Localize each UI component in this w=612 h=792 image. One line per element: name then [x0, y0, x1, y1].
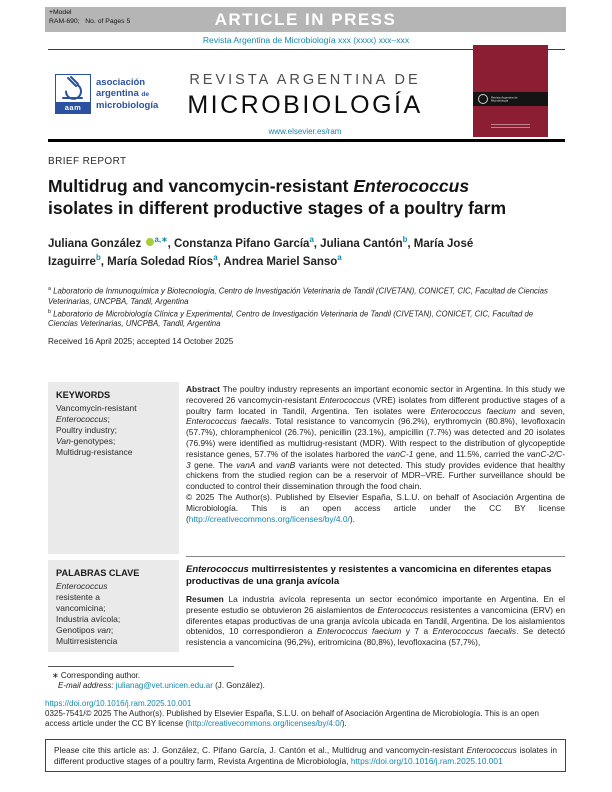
keywords-title-es: PALABRAS CLAVE — [56, 568, 140, 578]
article-in-press-banner — [45, 7, 566, 32]
keywords-box-es — [48, 560, 179, 652]
doi-link[interactable]: https://doi.org/10.1016/j.ram.2025.10.001 — [45, 699, 192, 708]
cover-band-text: Revista Argentina de Microbiología — [491, 95, 518, 102]
authors-line — [48, 233, 516, 270]
keyword-item: Enterococcus — [56, 581, 108, 591]
keyword-item: resistente a — [56, 592, 100, 602]
keyword-item: vancomicina; — [56, 603, 106, 613]
abstract-divider — [186, 556, 565, 557]
affiliations — [48, 284, 565, 329]
keyword-item: Genotipos van; — [56, 625, 114, 635]
received-dates: Received 16 April 2025; accepted 14 October 2025 — [48, 337, 234, 346]
keywords-box-en — [48, 382, 179, 554]
journal-name-top: REVISTA ARGENTINA DE — [189, 72, 421, 88]
article-title: Multidrug and vancomycin-resistant Enterococcus isolates in different productive stages of a poultry farm — [48, 176, 507, 218]
microscope-icon — [57, 75, 88, 101]
journal-name-main: MICROBIOLOGÍA — [187, 91, 423, 119]
logo-text-line1: asociación — [96, 77, 146, 88]
journal-masthead — [150, 72, 460, 120]
section-label: BRIEF REPORT — [48, 156, 127, 167]
cover-title-band — [473, 92, 548, 106]
spanish-title: Enterococcus multirresistentes y resistentes a vancomicina en diferentes etapas productivas de una granja avícola — [186, 564, 552, 587]
keyword-item: Poultry industry; — [56, 425, 117, 435]
aam-logo-text — [96, 74, 158, 111]
cover-footer-lines — [491, 121, 530, 128]
footnote-rule — [48, 666, 234, 667]
keyword-item: Enterococcus; — [56, 414, 110, 424]
corresponding-author-note: ∗ Corresponding author. — [52, 671, 141, 680]
masthead-rule — [48, 139, 565, 142]
email-line[interactable]: E-mail address: julianag@vet.unicen.edu.ar (J. González). — [58, 681, 265, 690]
logo-text-line3: microbiología — [96, 100, 159, 111]
running-head-link[interactable]: Revista Argentina de Microbiología xxx (xxxx) xxx–xxx — [202, 35, 410, 45]
keyword-item: Multirresistencia — [56, 636, 118, 646]
pages-label: RAM-690; No. of Pages 5 — [49, 17, 131, 25]
authors-rest: $^{a,∗}$, Constanza Pifano García$^a$, Juliana Cantón$^b$, María José Izaguirre$^b$, María Soledad Ríos$^a$, Andrea Mariel Sanso$^a$ — [48, 235, 474, 269]
keyword-item: Multidrug-resistance — [56, 447, 133, 457]
citation-box[interactable]: Please cite this article as: J. González, C. Pifano García, J. Cantón et al., Multidrug and vancomycin-resistant Enterococcus isolates in different productive stages of a poultry farm, Revista Argentina de Microbiología, https://doi.org/10.1016/j.ram.2025.10.001 — [45, 739, 566, 772]
cover-logo-icon — [478, 94, 488, 104]
aam-abbr: aam — [56, 102, 90, 113]
issn-copyright[interactable]: 0325-7541/© 2025 The Author(s). Published by Elsevier España, S.L.U. on behalf of Asociación Argentina de Microbiología. This is an open access article under the CC BY license (http://creativecommons.org/licenses/by/4.0/). — [45, 709, 539, 728]
abstract-en-body: Abstract The poultry industry represents an important economic sector in Argentina. In this study we recovered 26 vancomycin-resistant Enterococcus (VRE) isolates from different productive stages of a poultry farm located in Tandil, Argentina. Ten isolates were Enterococcus faecium and seven, Enterococcus faecalis. Total resistance to vancomycin (96.2%), erythromycin (80.8%), levofloxacin (57.7%), chloramphenicol (26.7%), penicillin (23.1%), ampicillin (7.7%) was detected and 20 isolates (76.9%) were identified as multidrug-resistant (MDR). With respect to the distribution of glycopeptide resistance genes, 57.7% of the isolates harbored the vanC-1 gene, and 11.5%, carried the vanC-2/C-3 gene. The vanA and vanB variants were not detected. This study provides evidence that healthy chickens from the studied region can be a reservoir of MDR–VRE. Further surveillance should be conducted to control their dissemination through the food chain. — [186, 384, 566, 492]
abstract-es: Resumen La industria avícola representa un sector económico importante en Argentina. En el presente estudio se obtuvieron 26 aislamientos de Enterococcus resistentes a vancomicina (ERV) en diferentes etapas productivas de una granja avícola ubicada en Tandil, Argentina. De los aislamientos obtenidos, 10 correspondieron a Enterococcus faecium y 7 a Enterococcus faecalis. Se detectó resistencia a vancomicina (96,2%), eritromicina (80,8%), levofloxacina (57,7%), — [186, 594, 565, 648]
journal-website-link[interactable]: www.elsevier.es/ram — [268, 127, 342, 136]
orcid-icon[interactable] — [146, 238, 154, 246]
keyword-item: Industria avícola; — [56, 614, 121, 624]
author-name: Juliana González — [48, 237, 145, 250]
affiliation-b: $^b$ Laboratorio de Microbiología Clínica y Experimental, Centro de Investigación Veterinaria de Tandil (CIVETAN), CONICET, CIC, Facultad de Ciencias Veterinarias, UNCPBA, Tandil, Argentina — [48, 308, 534, 329]
abstract-en — [186, 384, 565, 524]
logo-text-line2: argentina de — [96, 88, 149, 99]
model-label: +Model — [49, 9, 72, 16]
journal-cover-thumbnail — [473, 45, 548, 137]
copyright-notice[interactable]: © 2025 The Author(s). Published by Elsevier España, S.L.U. on behalf of Asociación Argentina de Microbiología. This is an open access article under the CC BY license (http://creativecommons.org/licenses/by/4.0/). — [186, 491, 565, 524]
aam-logo — [55, 74, 158, 114]
keyword-item: Van-genotypes; — [56, 436, 116, 446]
banner-title: ARTICLE IN PRESS — [214, 10, 397, 29]
aam-logo-box — [55, 74, 91, 114]
keyword-item: Vancomycin-resistant — [56, 403, 137, 413]
affiliation-a: $^a$ Laboratorio de Inmunoquímica y Biotecnología, Centro de Investigación Veterinaria de Tandil (CIVETAN), CONICET, CIC, Facultad de Ciencias Veterinarias, UNCPBA, Tandil, Argentina — [48, 286, 548, 306]
keywords-title-en: KEYWORDS — [56, 390, 111, 400]
